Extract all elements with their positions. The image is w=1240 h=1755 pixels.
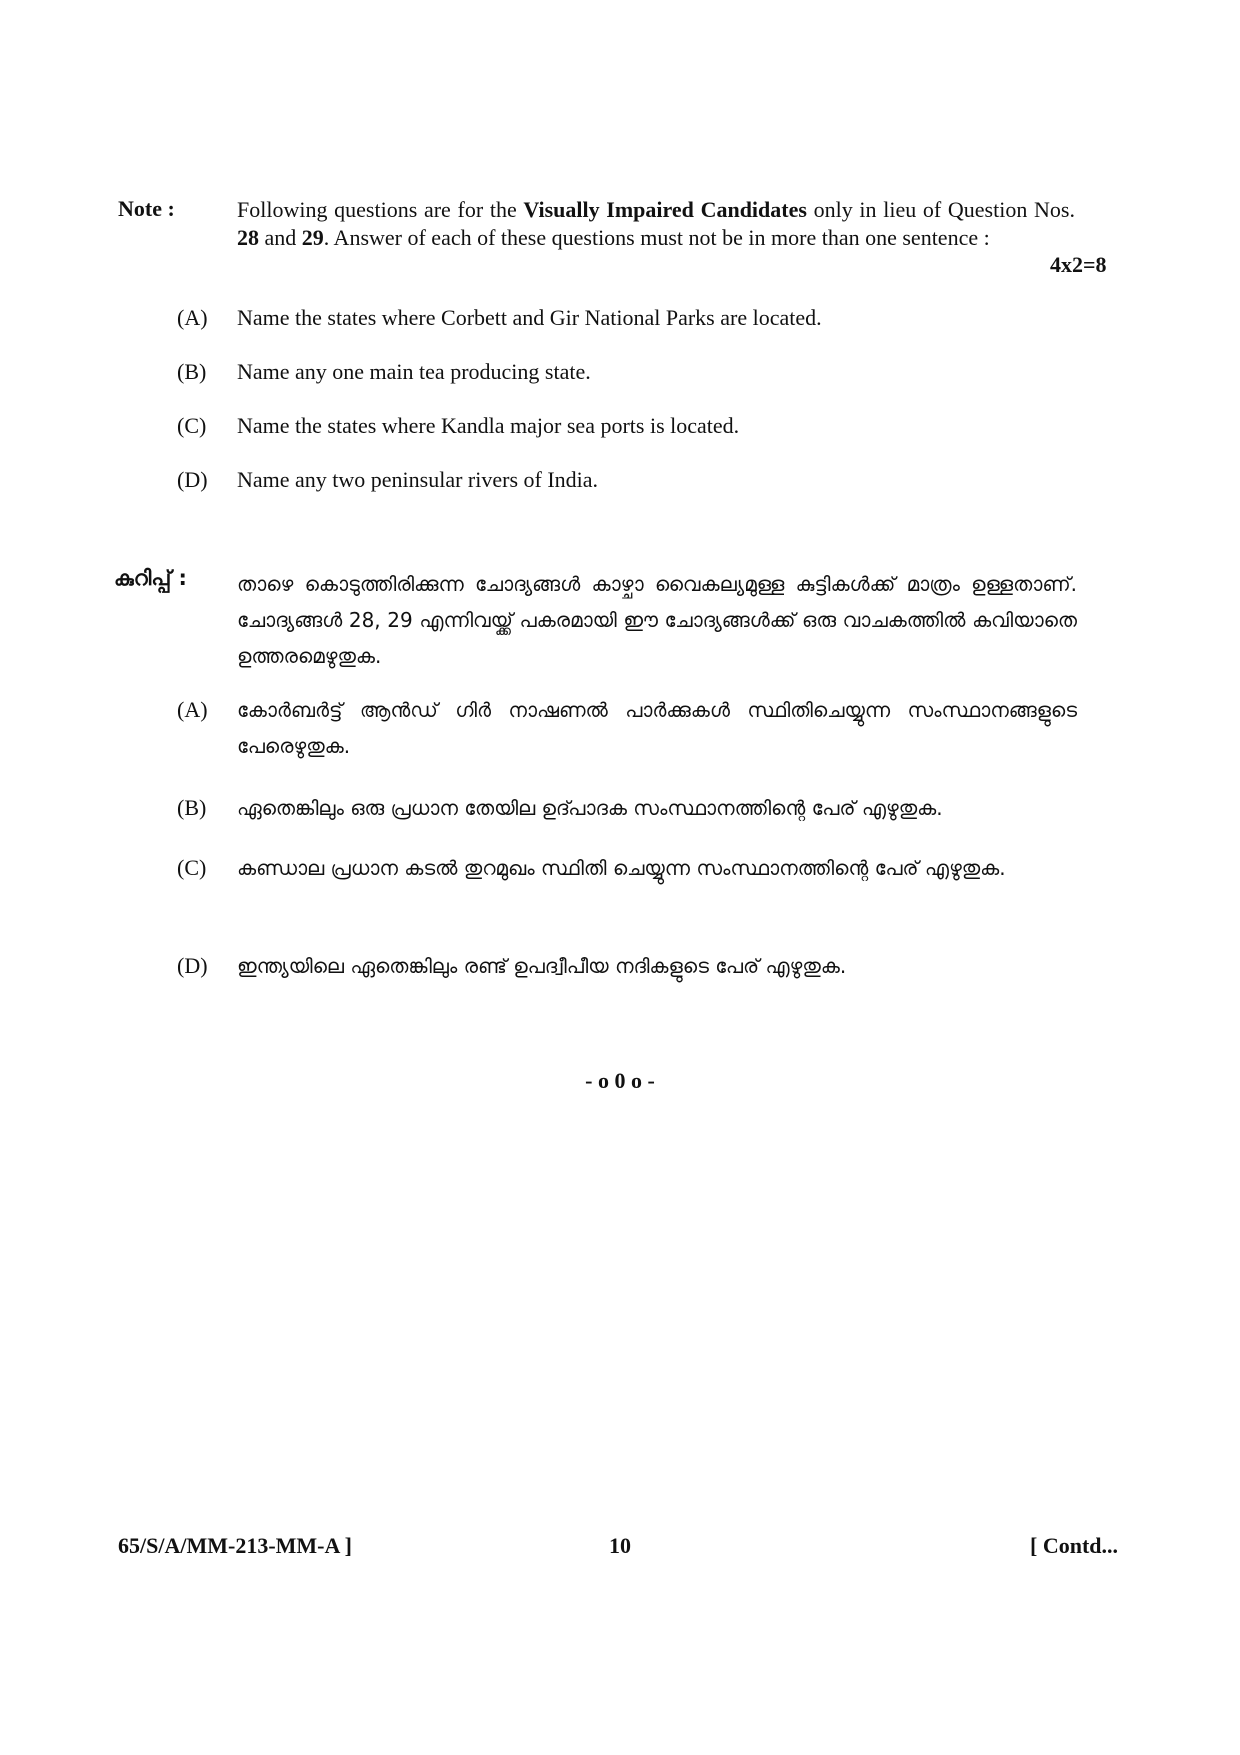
question-text: Name any one main tea producing state. (237, 359, 591, 384)
question-text: Name the states where Corbett and Gir National Parks are located. (237, 305, 822, 330)
note-emphasis: Visually Impaired Candidates (523, 197, 807, 222)
question-label: (C) (177, 413, 207, 438)
question-text: ഇന്ത്യയിലെ ഏതെങ്കിലും രണ്ട് ഉപദ്വീപീയ നദികളുടെ പേര് എഴുതുക. (237, 954, 847, 978)
continued-marker: [ Contd... (1030, 1533, 1119, 1558)
question-label: (B) (177, 795, 207, 820)
marks-allocation: 4x2=8 (1050, 252, 1107, 277)
question-text: ഏതെങ്കിലും ഒരു പ്രധാന തേയില ഉദ്പാദക സംസ്ഥാനത്തിന്റെ പേര് എഴുതുക. (237, 796, 943, 820)
note-text-malayalam: താഴെ കൊടുത്തിരിക്കുന്ന ചോദ്യങ്ങൾ കാഴ്ചാ വൈകല്യമുള്ള കുട്ടികൾക്ക് മാത്രം ഉള്ളതാണ്. ചോദ്യങ്ങൾ 28, 29 എന്നിവയ്ക്ക് പകരമായി ഈ ചോദ്യങ്ങൾക്ക് ഒരു വാചകത്തിൽ കവിയാതെ ഉത്തരമെഴുതുക. (237, 572, 1077, 668)
question-label: (D) (177, 953, 208, 978)
question-text: Name any two peninsular rivers of India. (237, 467, 599, 492)
question-label: (B) (177, 359, 207, 384)
question-label: (C) (177, 855, 207, 880)
question-label: (A) (177, 697, 208, 722)
question-text: കോർബർട്ട് ആൻഡ് ഗിർ നാഷണൽ പാർക്കുകൾ സ്ഥിതിചെയ്യുന്ന സംസ്ഥാനങ്ങളുടെ പേരെഴുതുക. (237, 698, 1077, 758)
note-intro: Following questions are for the (237, 197, 524, 222)
question-text: Name the states where Kandla major sea ports is located. (237, 413, 740, 438)
note-question-29: 29 (301, 225, 324, 250)
note-middle: only in lieu of Question Nos. (806, 197, 1075, 222)
question-label: (A) (177, 305, 208, 330)
note-tail: . Answer of each of these questions must not be in more than one sentence : (323, 225, 990, 250)
note-label-malayalam: കുറിപ്പ് : (114, 566, 187, 590)
note-label: Note : (118, 196, 175, 221)
paper-code: 65/S/A/MM-213-MM-A ] (118, 1533, 352, 1558)
question-label: (D) (177, 467, 208, 492)
note-text (237, 196, 1075, 252)
note-and: and (259, 225, 302, 250)
note-question-28: 28 (237, 225, 259, 250)
question-text: കണ്ഡാല പ്രധാന കടൽ തുറമുഖം സ്ഥിതി ചെയ്യുന്ന സംസ്ഥാനത്തിന്റെ പേര് എഴുതുക. (237, 856, 1006, 880)
page-number: 10 (609, 1533, 631, 1558)
end-of-questions-mark: - o 0 o - (585, 1068, 655, 1093)
